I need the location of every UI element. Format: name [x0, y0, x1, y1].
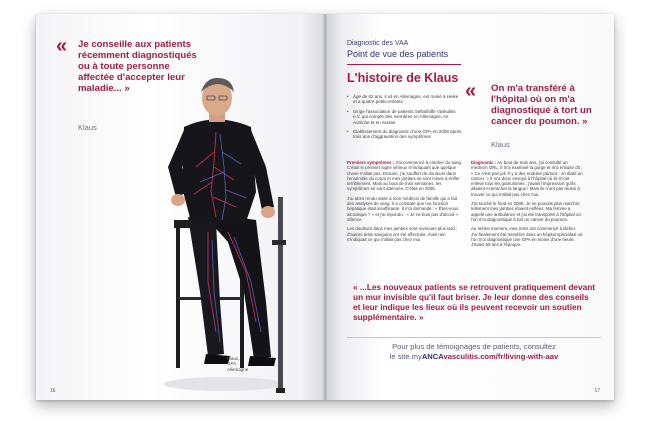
- divider: [347, 64, 461, 65]
- paragraph: Au bout de trois ans, j'ai consulté un médecin ORL. Il m'a examiné la gorge et m'a ensuite dit : « Ce n'est pas joli. Il y a des nodules partout - on dirait un cancer. » Il m'a donc envoyé à l'hôpital où ils m'ont enlevé tous les granulomes ; j'avais l'impression qu'ils allaient m'arracher la langue ! Mais ils n'ont pas réussi à trouver ce qui n'allait pas chez moi.: [471, 160, 583, 197]
- left-pull-quote: Je conseille aux patients récemment diagnostiqués ou à toute personne affectée d'accepter leur maladie... »: [78, 39, 197, 94]
- paragraph: Au même moment, mes reins ont commencé à lâcher. J'ai finalement été transféré dans un hôpital spécialisé où l'on m'a diagnostiqué une GPA en moins d'une heure. J'avais 50 ans à l'époque.: [471, 226, 583, 248]
- side-pull-quote: On m'a transféré à l'hôpital où on m'a diagnostiqué à tort un cancer du poumon. »: [491, 83, 592, 127]
- caption-line: GPA,: [227, 361, 238, 367]
- paragraph-lead: Diagnostic :: [471, 160, 497, 165]
- list-item: • Établissement du diagnostic d'une GPA en 2008 après trois ans d'aggravation des symptômes: [347, 129, 463, 140]
- url-part: vasculitis.com/fr/living-with-aav: [443, 352, 559, 361]
- right-page: [325, 14, 614, 400]
- footer-prefix: le site my: [389, 352, 422, 361]
- list-item: • Âgé de 62 ans, il vit en Allemagne, est marié à Heike et a quatre petits-enfants: [347, 94, 463, 105]
- story-title: L'histoire de Klaus: [347, 71, 459, 85]
- story-column-2: [471, 160, 583, 251]
- list-item: • Dirige l'association de patients Selbsthilfe Vaskulitis e.V. qui compte des membres en Allemagne, en Autriche et en Suisse: [347, 109, 463, 125]
- page-number-right: 17: [594, 388, 600, 394]
- divider: [347, 337, 601, 338]
- paragraph-lead: Premiers symptômes :: [347, 160, 395, 165]
- brochure-spread: [36, 14, 614, 400]
- quote-mark-icon: «: [465, 80, 474, 102]
- footer-line: Pour plus de témoignages de patients, consultez: [392, 342, 556, 351]
- left-page: [36, 14, 325, 400]
- paragraph: J'ai commencé à cracher du sang. C'était le premier signe sérieux m'indiquant que quelque chose n'allait pas. Ensuite, j'ai souffert de douleurs dans l'ensemble du corps et mes jambes se sont mises à enfler terriblement. Mais au bout de trois semaines, les symptômes se sont atténués. C'était en 2005.: [347, 160, 463, 192]
- footer-link-line: [347, 352, 601, 362]
- paragraph: Les douleurs dans mes jambes sont revenues plus tard ; d'autres tests sanguins ont été effectués, mais rien n'indiquait ce qui n'allait pas chez moi.: [347, 226, 458, 242]
- spine-gutter: [323, 14, 327, 400]
- left-quote-attribution: Klaus: [78, 123, 97, 132]
- patient-photo: [116, 72, 316, 400]
- quote-mark-icon: «: [56, 35, 65, 57]
- story-column-1: [347, 160, 463, 246]
- paragraph: J'ai touché le fond en 2008. Je ne pouvais plus marcher, tellement mes jambes étaient enflées. Ma femme a appelé une ambulance et j'ai été transporté à l'hôpital où l'on m'a diagnostiqué à tort un cancer du poumon.: [471, 201, 581, 222]
- footer-note: [347, 342, 601, 362]
- photo-caption: [227, 356, 248, 372]
- side-quote-attribution: Klaus: [491, 140, 510, 149]
- section-title: Point de vue des patients: [347, 49, 449, 59]
- page-number-left: 16: [50, 388, 56, 394]
- facts-list: [347, 94, 463, 144]
- website-link[interactable]: [422, 352, 558, 361]
- section-kicker: Diagnostic des VAA: [347, 40, 409, 47]
- url-part: ANCA: [421, 352, 444, 361]
- caption-line: Klaus,: [227, 356, 240, 361]
- paragraph: J'ai alors rendu visite à mon médecin de famille qui a fait des analyses de sang. Il a constaté que ma fonction hépatique était insuffisante. Il m'a demandé : « Êtes-vous alcoolique ? » et j'ai répondu : « Je ne bois pas d'alcool » Silence.: [347, 195, 459, 222]
- caption-line: Allemagne: [227, 366, 249, 372]
- featured-quote: « ...Les nouveaux patients se retrouvent pratiquement devant un mur invisible qu'il faut briser. Je leur donne des conseils et leur indique les lieux où ils peuvent recevoir un soutien supplémentaire. »: [353, 282, 596, 322]
